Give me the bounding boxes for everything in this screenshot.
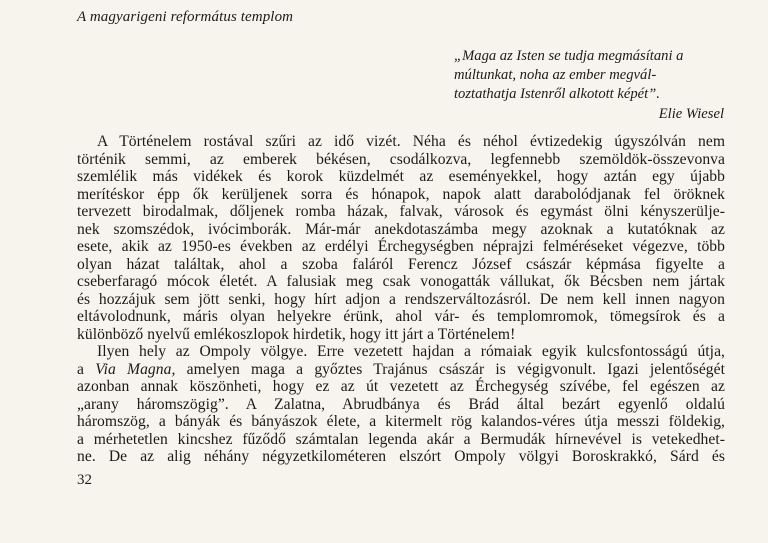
text-line: ne. De az alig néhány négyzetkilométeren elszórt Ompoly völgyi Boroskrakkó, Sárd és	[77, 448, 725, 465]
epigraph-author: Elie Wiesel	[658, 105, 724, 122]
text-line: háromszög, a bányák és bányászok élete, a kitermelt rög kalandos-véres útja messzi földekig,	[77, 413, 725, 430]
text-line: különböző nyelvű emlékoszlopok hirdetik, hogy itt járt a Történelem!	[77, 325, 516, 343]
text-line: Ilyen hely az Ompoly völgye. Erre vezetett hajdan a rómaiak egyik kulcsfontosságú útja,	[97, 343, 725, 360]
epigraph	[454, 47, 724, 124]
text-line	[77, 361, 725, 379]
epigraph-line: toztathatja Istenről alkotott képét”.	[454, 86, 660, 103]
page-number: 32	[77, 472, 92, 488]
text-line: tervezett birodalmak, dőljenek romba házak, falvak, városok és egymást ölni kényszerülje-	[77, 203, 725, 220]
text-line: eltávolodnunk, máris olyan helyekre érünk, ahol vár- és templomromok, tömegsírok és a	[77, 308, 725, 325]
text-line: A Történelem rostával szűri az idő vizét. Néha és néhol évtizedekig úgyszólván nem	[97, 133, 725, 150]
running-head: A magyarigeni református templom	[77, 9, 294, 25]
text-line: szemlélik más vidékek és korok küzdelmét az eseményekkel, hogy aztán egy újabb	[77, 168, 725, 185]
text-line: nek szomszédok, ivócimborák. Már-már anekdotaszámba megy azoknak a kutatóknak az	[77, 220, 725, 238]
text-line: cseberfaragó mócok életét. A falusiak meg csak vonogatták vállukat, ők Bécsben nem jártak	[77, 273, 725, 290]
text-line: olyan házat találtak, ahol a szoba faláról Ferencz József császár képmása figyelte a	[77, 255, 725, 273]
epigraph-line: „Maga az Isten se tudja megmásítani a	[454, 48, 684, 64]
epigraph-line: múltunkat, noha az ember megvál-	[454, 67, 657, 84]
text-line: esete, akik az 1950-es években az erdélyi Érchegységben néprajzi felméréseket végezve, több	[77, 238, 725, 255]
italic-term: Via Magna,	[95, 360, 176, 378]
text-line: és hozzájuk sem jött senki, hogy hírt adjon a rendszerváltozásról. De nem kell innen nagyon	[77, 290, 725, 308]
text-line: „arany háromszögig”. A Zalatna, Abrudbánya és Brád által bezárt egyenlő oldalú	[77, 395, 725, 413]
text-line: történik semmi, az emberek békésen, csodálkozva, legfennebb szemöldök-összevonva	[77, 150, 725, 168]
text-segment: amelyen maga a győztes Trajánus császár is végigvonult. Igazi jelentőségét	[175, 360, 725, 378]
text-line: a mérhetetlen kincshez fűződő számtalan legenda akár a Bermudák hírnevével is vetekedhet-	[77, 430, 725, 448]
text-line: azonban annak köszönheti, hogy ez az út vezetett az Érchegység szívébe, fel egészen az	[77, 378, 725, 395]
body-text	[77, 133, 725, 466]
text-line: merítéskor épp ők kerüljenek sorra és hónapok, napok alatt darabolódjanak fel öröknek	[77, 185, 725, 203]
text-segment: a	[77, 360, 96, 378]
